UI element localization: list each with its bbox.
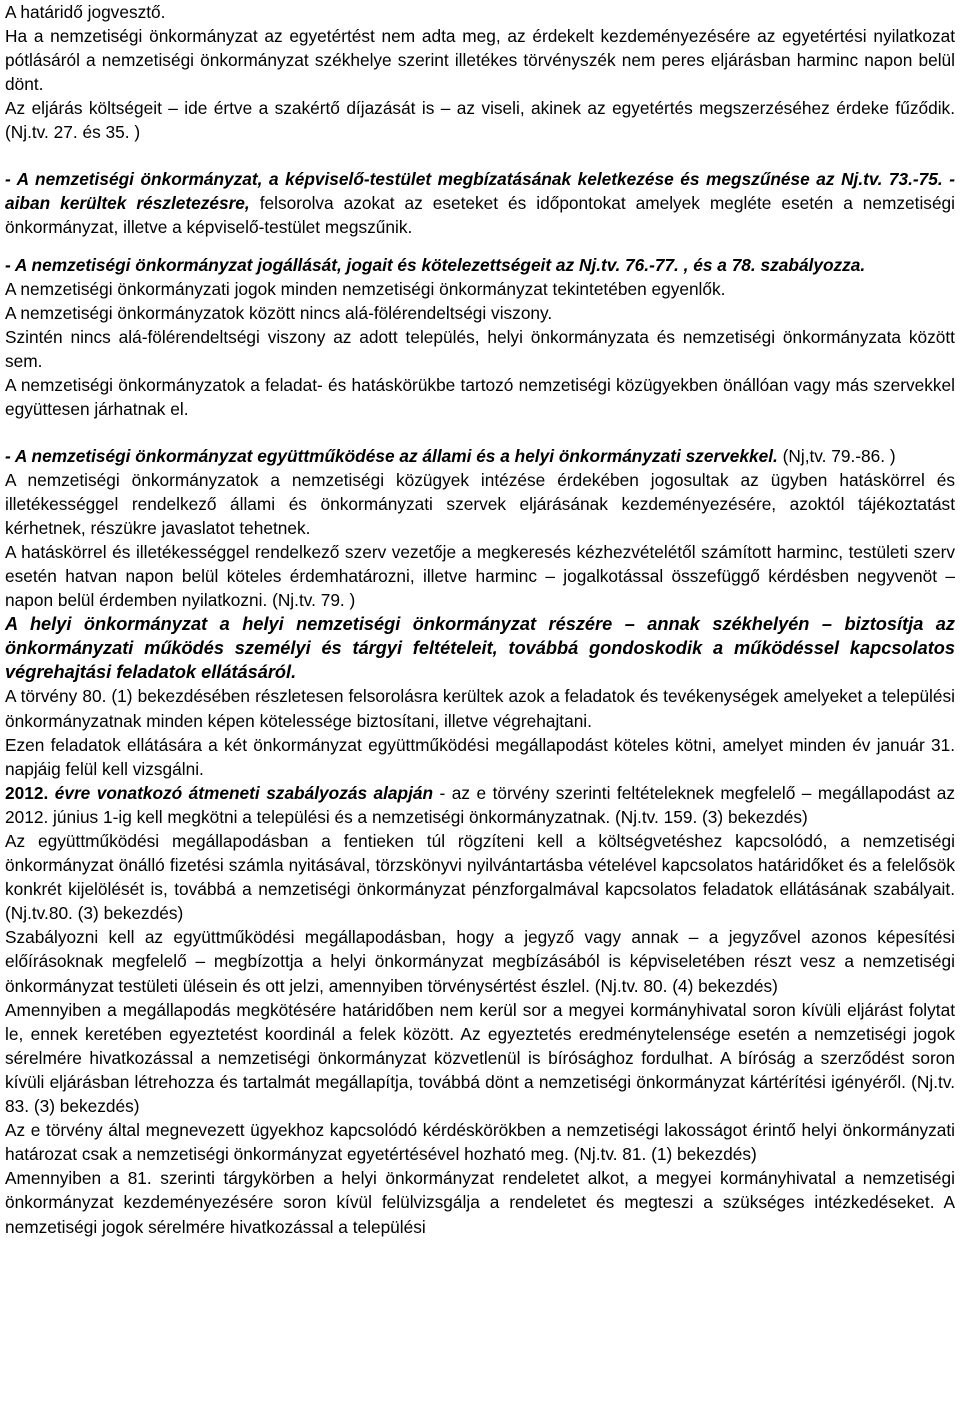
paragraph-response-deadline: A hatáskörrel és illetékességgel rendelkező szerv vezetője a megkeresés kézhezvételétől számított harminc, testületi szerv esetén hatvan napon belül köteles érdemhatározni, illetve harminc – jogalkotással összefüggő kérdésben negyvenöt – napon belül érdemben nyilatkozni. (Nj.tv. 79. ) <box>5 541 955 611</box>
heading-legal-status: - A nemzetiségi önkormányzat jogállását, jogait és kötelezettségeit az Nj.tv. 76.-77. , és a 78. szabályozza. <box>5 254 866 275</box>
paragraph-costs: Az eljárás költségeit – ide értve a szakértő díjazását is – az viseli, akinek az egyetértés megszerzéséhez érdeke fűződik. (Nj.tv. 27. és 35. ) <box>5 98 955 143</box>
paragraph-consent: Az e törvény által megnevezett ügyekhoz kapcsolódó kérdéskörökben a nemzetiségi lakosságot érintő helyi önkormányzati határozat csak a nemzetiségi önkormányzat egyetértésével hozható meg. (Nj.tv. 81. (1) bekezdés) <box>5 1120 955 1165</box>
paragraph-court-decision: Ha a nemzetiségi önkormányzat az egyetértést nem adta meg, az érdekelt kezdeményezésére az egyetértési nyilatkozat pótlásáról a nemzetiségi önkormányzat székhelye szerint illetékes törvényszék nem peres eljárásban harminc napon belül dönt. <box>5 26 955 95</box>
paragraph-local-relation: Szintén nincs alá-fölérendeltségi viszony az adott település, helyi önkormányzata és nemzetiségi önkormányzata között sem. <box>5 327 955 372</box>
paragraph-regulation: Amennyiben a 81. szerinti tárgykörben a helyi önkormányzat rendeletet alkot, a megyei kormányhivatal a nemzetiségi önkormányzat kezdeményezésére soron kívül felülvizsgálja a rendeletet és megteszi a szükséges intézkedéseket. A nemzetiségi jogok sérelmére hivatkozással a települési <box>5 1168 955 1237</box>
paragraph-agreement: Ezen feladatok ellátására a két önkormányzat együttműködési megállapodást köteles kötni, amelyet minden év január 31. napjáig felül kell vizsgálni. <box>5 734 955 779</box>
paragraph-equal-rights: A nemzetiségi önkormányzati jogok minden nemzetiségi önkormányzat tekintetében egyenlők. <box>5 278 726 299</box>
document-page <box>5 0 955 1239</box>
paragraph-transition <box>5 781 955 829</box>
text-cooperation-ref: (Nj,tv. 79.-86. ) <box>777 445 896 466</box>
text-mandate: felsorolva azokat az eseteket és időpontokat amelyek megléte esetén a nemzetiségi önkormányzat, illetve a képviselő-testület megszűnik. <box>5 192 956 237</box>
paragraph-notary: Szabályozni kell az együttműködési megállapodásban, hogy a jegyző vagy annak – a jegyzővel azonos képesítési előírásoknak megfelelő – megbízottja a helyi önkormányzat megbízásából is képviseletében részt vesz a nemzetiségi önkormányzat testületi ülésein és ott jelzi, amennyiben törvénysértést észlel. (Nj.tv. 80. (4) bekezdés) <box>5 927 955 996</box>
paragraph-government-office: Amennyiben a megállapodás megkötésére határidőben nem kerül sor a megyei kormányhivatal soron kívüli eljárást folytat le, ennek keretében egyeztetést koordinál a felek között. Az egyeztetés eredménytelensége esetén a nemzetiségi jogok sérelmére hivatkozással a nemzetiségi önkormányzat közvetlenül is bírósághoz fordulhat. A bíróság a szerződést soron kívüli eljárásban létrehozza és tartalmát megállapítja, továbbá dönt a nemzetiségi önkormányzat kártérítési igényéről. (Nj.tv. 83. (3) bekezdés) <box>5 999 955 1117</box>
heading-cooperation: - A nemzetiségi önkormányzat együttműködése az állami és a helyi önkormányzati szervekkel. <box>5 445 778 466</box>
paragraph-autonomy: A nemzetiségi önkormányzatok a feladat- és hatáskörükbe tartozó nemzetiségi közügyekben önállóan vagy más szervekkel együttesen járhatnak el. <box>5 375 955 420</box>
text-transition: - az e törvény szerinti feltételeknek megfelelő – megállapodást az 2012. június 1-ig kell megkötni a települési és a nemzetiségi önkormányzatnak. (Nj.tv. 159. (3) bekezdés) <box>5 782 955 827</box>
paragraph-deadline: A határidő jogvesztő. <box>5 2 166 22</box>
paragraph-initiative: A nemzetiségi önkormányzatok a nemzetiségi közügyek intézése érdekében jogosultak az ügyben hatáskörrel és illetékességgel rendelkező állami és önkormányzati szervek eljárásának kezdeményezésére, azoktól tájékoztatást kérhetnek, részükre javaslatot tehetnek. <box>5 469 955 538</box>
text-year: 2012. <box>5 782 49 803</box>
heading-local-support: A helyi önkormányzat a helyi nemzetiségi önkormányzat részére – annak székhelyén – biztosítja az önkormányzati működés személyi és tárgyi feltételeit, továbbá gondoskodik a működéssel kapcsolatos végrehajtási feladatok ellátásáról. <box>5 614 955 683</box>
paragraph-mandate <box>5 167 955 239</box>
paragraph-tasks: A törvény 80. (1) bekezdésében részletesen felsorolásra kerültek azok a feladatok és tevékenységek amelyeket a települési önkormányzatnak minden képen kötelessége biztosítani, illetve végrehajtani. <box>5 686 955 731</box>
heading-transition: évre vonatkozó átmeneti szabályozás alapján <box>48 782 434 803</box>
paragraph-budget-rules: Az együttműködési megállapodásban a fentieken túl rögzíteni kell a költségvetéshez kapcsolódó, a nemzetiségi önkormányzat önálló fizetési számla nyitásával, törzskönyvi nyilvántartásba vételével kapcsolatos határidőket és a felelősök konkrét kijelölését is, továbbá a nemzetiségi önkormányzat pénzforgalmával kapcsolatos feladatok ellátásának szabályait. (Nj.tv.80. (3) bekezdés) <box>5 831 955 924</box>
paragraph-cooperation <box>5 444 955 468</box>
heading-mandate: - A nemzetiségi önkormányzat, a képviselő-testület megbízatásának keletkezése és megszűnése az Nj.tv. 73.-75. -aiban kerültek részletezésre, <box>5 168 955 213</box>
paragraph-no-hierarchy: A nemzetiségi önkormányzatok között nincs alá-fölérendeltségi viszony. <box>5 303 553 324</box>
